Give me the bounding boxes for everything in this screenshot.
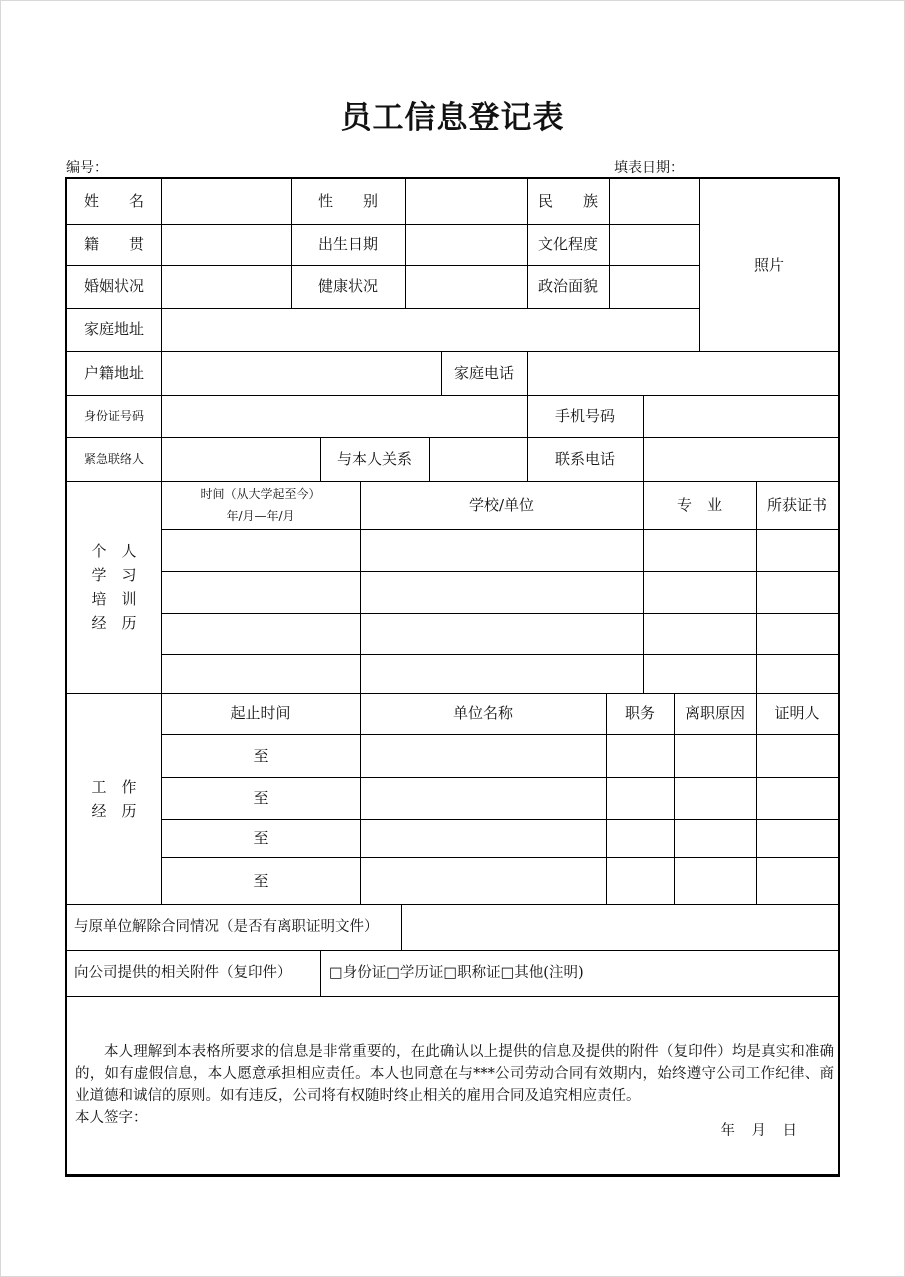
work-row-3-reason[interactable]	[675, 820, 756, 857]
fill-date-label: 填表日期：	[614, 160, 684, 176]
edu-row-3-school[interactable]	[361, 614, 643, 654]
education-field[interactable]	[610, 224, 699, 265]
number-label: 编号：	[66, 160, 108, 176]
contract-termination-field[interactable]	[402, 904, 838, 950]
edu-row-2-school[interactable]	[361, 572, 643, 613]
political-field[interactable]	[610, 265, 699, 308]
edu-row-3-major[interactable]	[644, 614, 756, 654]
work-witness-header: 证明人	[774, 704, 820, 723]
birth-date-label: 出生日期	[317, 235, 378, 254]
work-row-3-period[interactable]: 至	[253, 829, 269, 848]
home-address-label: 家庭地址	[83, 320, 144, 339]
work-row-2-company[interactable]	[361, 778, 606, 819]
work-company-header: 单位名称	[452, 704, 513, 723]
emergency-contact-field[interactable]	[162, 437, 320, 481]
signature-date: 年 月 日	[720, 1123, 798, 1139]
mobile-label: 手机号码	[554, 406, 615, 425]
signature-label: 本人签字：	[75, 1110, 148, 1126]
edu-row-4-cert[interactable]	[757, 655, 838, 693]
work-row-2-period[interactable]: 至	[253, 789, 269, 808]
work-row-3-position[interactable]	[607, 820, 674, 857]
work-row-1-position[interactable]	[607, 735, 674, 777]
edu-row-4-major[interactable]	[644, 655, 756, 693]
home-phone-field[interactable]	[528, 351, 838, 395]
work-section-label	[67, 693, 161, 904]
work-row-4-reason[interactable]	[675, 858, 756, 904]
edu-school-header: 学校/单位	[468, 495, 535, 514]
edu-side-label-2: 学 习	[91, 566, 137, 584]
health-label: 健康状况	[317, 277, 378, 296]
edu-row-2-major[interactable]	[644, 572, 756, 613]
household-address-field[interactable]	[162, 351, 441, 395]
work-row-2-reason[interactable]	[675, 778, 756, 819]
work-reason-header: 离职原因	[684, 704, 745, 723]
work-row-1-witness[interactable]	[757, 735, 838, 777]
id-number-label: 身份证号码	[83, 408, 144, 423]
work-row-1-reason[interactable]	[675, 735, 756, 777]
emergency-contact-label: 紧急联络人	[83, 451, 144, 466]
contract-termination-label: 与原单位解除合同情况（是否有离职证明文件）	[74, 918, 379, 935]
work-row-4-witness[interactable]	[757, 858, 838, 904]
name-field[interactable]	[162, 179, 291, 224]
edu-row-1-school[interactable]	[361, 530, 643, 571]
work-side-label-1: 工 作	[91, 777, 137, 796]
edu-side-label-4: 经 历	[91, 614, 137, 632]
attachments-options[interactable]: □身份证□学历证□职称证□其他(注明)	[329, 964, 584, 981]
id-number-field[interactable]	[162, 395, 527, 437]
attachments-label: 向公司提供的相关附件（复印件）	[74, 964, 292, 981]
work-period-header: 起止时间	[230, 704, 291, 723]
mobile-field[interactable]	[644, 395, 838, 437]
native-place-label: 籍 贯	[83, 235, 144, 254]
work-row-4-company[interactable]	[361, 858, 606, 904]
relationship-field[interactable]	[430, 437, 527, 481]
work-row-4-period[interactable]: 至	[253, 871, 269, 890]
contact-phone-field[interactable]	[644, 437, 838, 481]
relationship-label: 与本人关系	[336, 449, 412, 468]
edu-side-label-1: 个 人	[91, 542, 137, 560]
edu-row-4-school[interactable]	[361, 655, 643, 693]
household-address-label: 户籍地址	[83, 363, 144, 382]
ethnicity-label: 民 族	[537, 192, 598, 211]
work-side-label-2: 经 历	[91, 801, 137, 820]
contact-phone-label: 联系电话	[554, 449, 615, 468]
edu-cert-header: 所获证书	[766, 495, 827, 514]
work-row-3-witness[interactable]	[757, 820, 838, 857]
work-row-2-witness[interactable]	[757, 778, 838, 819]
photo-label: 照片	[753, 255, 784, 274]
edu-side-label-3: 培 训	[91, 590, 137, 608]
edu-time-header-line1: 时间（从大学起至今）	[200, 487, 321, 501]
edu-row-2-time[interactable]	[162, 572, 360, 613]
political-label: 政治面貌	[537, 277, 598, 296]
gender-label: 性 别	[317, 192, 378, 211]
edu-row-1-major[interactable]	[644, 530, 756, 571]
health-field[interactable]	[406, 265, 527, 308]
edu-time-header	[161, 481, 360, 529]
work-row-2-position[interactable]	[607, 778, 674, 819]
edu-time-header-line2: 年/月—年/月	[226, 509, 295, 523]
work-position-header: 职务	[624, 704, 655, 723]
edu-major-header: 专 业	[676, 495, 722, 514]
work-row-3-company[interactable]	[361, 820, 606, 857]
page-title: 员工信息登记表	[340, 100, 565, 136]
gender-field[interactable]	[406, 179, 527, 224]
edu-row-3-cert[interactable]	[757, 614, 838, 654]
declaration	[75, 1041, 834, 1129]
edu-row-3-time[interactable]	[162, 614, 360, 654]
photo-box[interactable]	[700, 179, 838, 351]
ethnicity-field[interactable]	[610, 179, 699, 224]
home-address-field[interactable]	[162, 308, 699, 351]
edu-row-2-cert[interactable]	[757, 572, 838, 613]
work-row-1-period[interactable]: 至	[253, 746, 269, 765]
native-place-field[interactable]	[162, 224, 291, 265]
edu-row-1-cert[interactable]	[757, 530, 838, 571]
edu-row-4-time[interactable]	[162, 655, 360, 693]
education-label: 文化程度	[537, 235, 598, 254]
name-label: 姓 名	[83, 192, 144, 211]
work-row-4-position[interactable]	[607, 858, 674, 904]
registration-form	[65, 177, 840, 1177]
birth-date-field[interactable]	[406, 224, 527, 265]
declaration-text: 本人理解到本表格所要求的信息是非常重要的，在此确认以上提供的信息及提供的附件（复印件）均是真实和准确的，如有虚假信息，本人愿意承担相应责任。本人也同意在与***公司劳动合同有效期内，始终遵守公司工作纪律、商业道德和诚信的原则。如有违反，公司将有权随时终止相关的雇用合同及追究相应责任。	[75, 1044, 834, 1104]
marital-field[interactable]	[162, 265, 291, 308]
home-phone-label: 家庭电话	[453, 363, 514, 382]
education-section-label	[67, 481, 161, 693]
marital-label: 婚姻状况	[83, 277, 144, 296]
work-row-1-company[interactable]	[361, 735, 606, 777]
edu-row-1-time[interactable]	[162, 530, 360, 571]
